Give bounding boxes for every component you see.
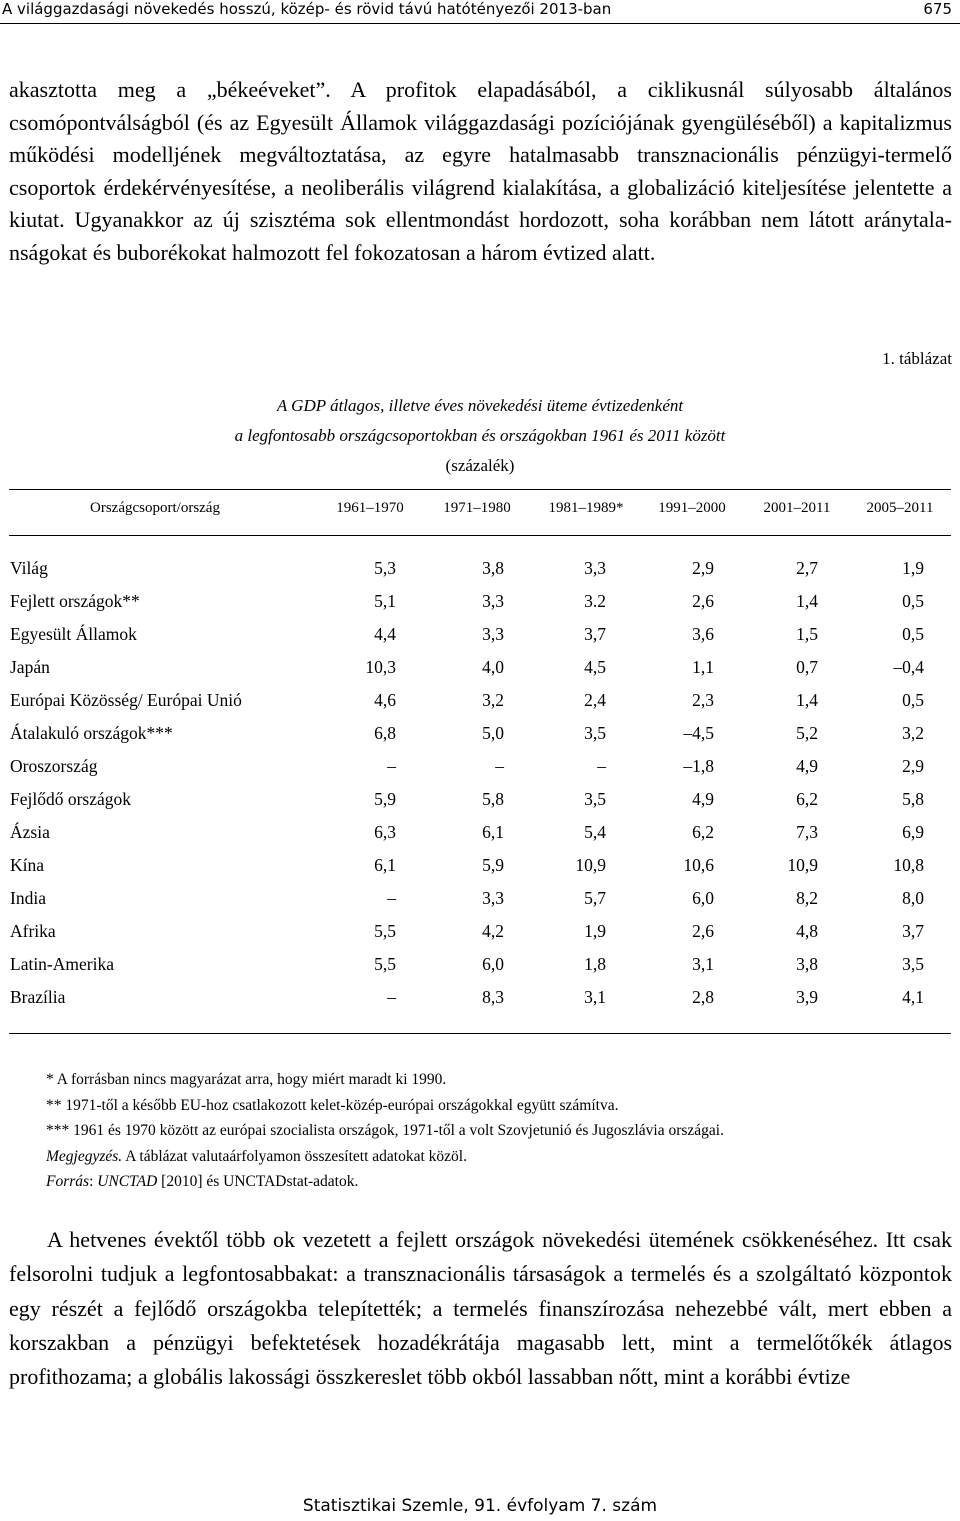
row-label: Fejlődő országok <box>10 789 132 809</box>
table-cell: 6,0 <box>482 954 504 974</box>
body-paragraph-1: akasztotta meg a „békeéveket”. A profitok elapadásából, a ciklikusnál súlyosabb általános csomópontválságból (és az Egyesült Államok világgazdasági pozíciójának gyengüléséből) a kapitalizmus működési modelljének megváltoztatása, az egyre hatalmasabb transznacionális pénzügyi-termelő csoportok érdekérvényesítése, a neoliberális világrend kialakítása, a globalizáció kiteljesítése jelentette a kiutat. Ugyanakkor az új szisztéma sok ellentmondást hordozott, soha korábban nem látott aránytalanságokat és buborékokat halmozott fel fokozatosan a három évtized alatt. <box>9 77 952 265</box>
table-cell: 2,3 <box>692 690 714 710</box>
table-cell: 3,7 <box>902 921 924 941</box>
row-label: Oroszország <box>10 756 98 776</box>
table-cell: 6,1 <box>374 855 396 875</box>
table-cell: – <box>495 756 504 776</box>
table-cell: 5,8 <box>482 789 504 809</box>
table-cell: 3,3 <box>482 888 504 908</box>
row-label: Fejlett országok** <box>10 591 140 611</box>
table-notes <box>46 1067 956 1195</box>
table-number: 1. táblázat <box>882 349 952 368</box>
source-line <box>46 1169 956 1195</box>
table-cell: 0,5 <box>902 591 924 611</box>
table-cell: 4,4 <box>374 624 396 644</box>
table-cell: 5,3 <box>374 558 396 578</box>
table-cell: 3,5 <box>584 723 606 743</box>
table-cell: 3,8 <box>796 954 818 974</box>
table-cell: 8,0 <box>902 888 924 908</box>
note-2: ** 1971-től a később EU-hoz csatlakozott kelet-közép-európai országokkal együtt számítva. <box>46 1096 619 1114</box>
body-paragraph-2: A hetvenes évektől több ok vezetett a fejlett országok növekedési ütemének csökkenéséhez. Itt csak felsorolni tudjuk a legfontosabbakat: a transznacionális társaságok a termelés és a szolgáltató központok egy részét a fejlődő országokba telepítették; a termelés finanszírozása nehezebbé vált, mert ebben a korszakban a pénzügyi befektetések hozadékrátája magasabb lett, mint a termelőtőkék átlagos profithozama; a globális lakossági összkereslet több okból lassabban nőtt, mint a korábbi évtize <box>9 1227 952 1390</box>
table-cell: – <box>387 888 396 908</box>
source-separator: : <box>89 1173 98 1190</box>
table-cell: 8,3 <box>482 987 504 1007</box>
table-cell: 3,8 <box>482 558 504 578</box>
table-cell: 3,2 <box>902 723 924 743</box>
table-cell: 6,3 <box>374 822 396 842</box>
table-row <box>0 558 960 591</box>
table-cell: 0,5 <box>902 624 924 644</box>
table-cell: 4,8 <box>796 921 818 941</box>
note-3: *** 1961 és 1970 között az európai szocialista országok, 1971-től a volt Szovjetunió és Jugoszlávia országai. <box>46 1122 724 1139</box>
table-cell: 6,2 <box>796 789 818 809</box>
table-cell: –0,4 <box>893 657 924 677</box>
table-cell: 3,1 <box>692 954 714 974</box>
table-cell: 4,5 <box>584 657 606 677</box>
table-row <box>0 723 960 756</box>
table-cell: 10,8 <box>893 855 924 875</box>
table-row <box>0 987 960 1020</box>
row-label: Kína <box>10 855 45 875</box>
table-row <box>0 855 960 888</box>
table-cell: – <box>597 756 606 776</box>
table-row <box>0 657 960 690</box>
table-header-rule <box>9 535 951 536</box>
table-cell: 6,8 <box>374 723 396 743</box>
running-header-title: A világgazdasági növekedés hosszú, közép- és rövid távú hatótényezői 2013-ban <box>2 0 612 18</box>
table-cell: –1,8 <box>683 756 714 776</box>
table-cell: 4,0 <box>482 657 504 677</box>
table-cell: 2,9 <box>692 558 714 578</box>
table-cell: 7,3 <box>796 822 818 842</box>
table-cell: 5,7 <box>584 888 606 908</box>
column-header-2005-2011: 2005–2011 <box>866 500 934 516</box>
table-cell: 10,6 <box>683 855 714 875</box>
source-unctad: UNCTAD <box>97 1173 158 1190</box>
table-caption-line-1: A GDP átlagos, illetve éves növekedési üteme évtizedenként <box>276 396 684 415</box>
table-cell: 5,1 <box>374 591 396 611</box>
table-row <box>0 789 960 822</box>
table-cell: 0,7 <box>796 657 818 677</box>
table-row <box>0 756 960 789</box>
remark-text: A táblázat valutaárfolyamon összesített adatokat közöl. <box>122 1147 467 1165</box>
table-cell: 0,5 <box>902 690 924 710</box>
table-caption-line-2: a legfontosabb országcsoportokban és országokban 1961 és 2011 között <box>234 426 726 445</box>
table-cell: 5,9 <box>482 855 504 875</box>
row-label: Egyesült Államok <box>10 624 137 644</box>
row-label: Brazília <box>10 987 66 1007</box>
table-cell: –4,5 <box>683 723 714 743</box>
table-cell: 10,9 <box>575 855 606 875</box>
row-label: Japán <box>10 657 50 677</box>
table-cell: 1,8 <box>584 954 606 974</box>
table-cell: 2,8 <box>692 987 714 1007</box>
table-cell: 3,3 <box>584 558 606 578</box>
column-header-country: Országcsoport/ország <box>90 500 220 516</box>
table-cell: – <box>387 987 396 1007</box>
row-label: Átalakuló országok*** <box>10 723 173 743</box>
table-row <box>0 690 960 723</box>
table-cell: 4,9 <box>796 756 818 776</box>
column-header-1961-1970: 1961–1970 <box>336 500 404 516</box>
table-cell: 1,5 <box>796 624 818 644</box>
table-cell: 5,8 <box>902 789 924 809</box>
running-header <box>0 0 960 22</box>
table-cell: 2,7 <box>796 558 818 578</box>
table-cell: 4,9 <box>692 789 714 809</box>
remark-line <box>46 1144 956 1170</box>
table-cell: 4,6 <box>374 690 396 710</box>
note-1: * A forrásban nincs magyarázat arra, hogy miért maradt ki 1990. <box>46 1071 447 1088</box>
table-cell: – <box>387 756 396 776</box>
source-label: Forrás <box>46 1173 90 1190</box>
page-number: 675 <box>923 0 952 18</box>
table-cell: 2,6 <box>692 591 714 611</box>
row-label: Latin-Amerika <box>10 954 114 974</box>
column-header-1981-1989: 1981–1989* <box>548 500 624 516</box>
table-cell: 5,0 <box>482 723 504 743</box>
table-cell: 5,4 <box>584 822 606 842</box>
table-cell: 5,5 <box>374 921 396 941</box>
table-cell: 4,1 <box>902 987 924 1007</box>
table-cell: 6,9 <box>902 822 924 842</box>
table-top-rule <box>9 489 951 490</box>
table-cell: 1,1 <box>692 657 714 677</box>
table-cell: 3,6 <box>692 624 714 644</box>
table-cell: 8,2 <box>796 888 818 908</box>
table-cell: 3,3 <box>482 624 504 644</box>
remark-label: Megjegyzés. <box>46 1147 123 1165</box>
row-label: Világ <box>10 558 48 578</box>
row-label: Európai Közösség/ Európai Unió <box>10 690 242 710</box>
row-label: Afrika <box>10 921 56 941</box>
table-cell: 3,9 <box>796 987 818 1007</box>
table-row <box>0 591 960 624</box>
column-header-1991-2000: 1991–2000 <box>658 500 726 516</box>
table-cell: 5,9 <box>374 789 396 809</box>
table-cell: 6,0 <box>692 888 714 908</box>
table-cell: 2,4 <box>584 690 606 710</box>
table-cell: 10,3 <box>365 657 396 677</box>
table-header-row <box>0 500 960 524</box>
table-cell: 6,2 <box>692 822 714 842</box>
table-cell: 3,7 <box>584 624 606 644</box>
table-cell: 3,5 <box>902 954 924 974</box>
table-cell: 1,9 <box>902 558 924 578</box>
table-body <box>0 558 960 1020</box>
column-header-1971-1980: 1971–1980 <box>443 500 511 516</box>
table-cell: 3,3 <box>482 591 504 611</box>
table-caption-unit: (százalék) <box>445 456 515 475</box>
table-cell: 10,9 <box>787 855 818 875</box>
source-rest: [2010] és UNCTADstat-adatok. <box>157 1173 359 1190</box>
table-row <box>0 624 960 657</box>
table-cell: 5,2 <box>796 723 818 743</box>
header-divider <box>0 23 960 24</box>
table-cell: 5,5 <box>374 954 396 974</box>
table-cell: 2,6 <box>692 921 714 941</box>
table-cell: 1,4 <box>796 591 818 611</box>
table-cell: 2,9 <box>902 756 924 776</box>
table-bottom-rule <box>9 1033 951 1034</box>
table-cell: 3,1 <box>584 987 606 1007</box>
column-header-2001-2011: 2001–2011 <box>763 500 831 516</box>
table-cell: 3.2 <box>584 591 606 611</box>
running-footer: Statisztikai Szemle, 91. évfolyam 7. szám <box>302 1496 658 1516</box>
table-row <box>0 954 960 987</box>
row-label: India <box>10 888 46 908</box>
table-cell: 1,4 <box>796 690 818 710</box>
table-cell: 3,5 <box>584 789 606 809</box>
row-label: Ázsia <box>10 822 50 842</box>
table-row <box>0 921 960 954</box>
table-cell: 1,9 <box>584 921 606 941</box>
table-cell: 4,2 <box>482 921 504 941</box>
table-row <box>0 888 960 921</box>
table-cell: 3,2 <box>482 690 504 710</box>
table-cell: 6,1 <box>482 822 504 842</box>
table-row <box>0 822 960 855</box>
